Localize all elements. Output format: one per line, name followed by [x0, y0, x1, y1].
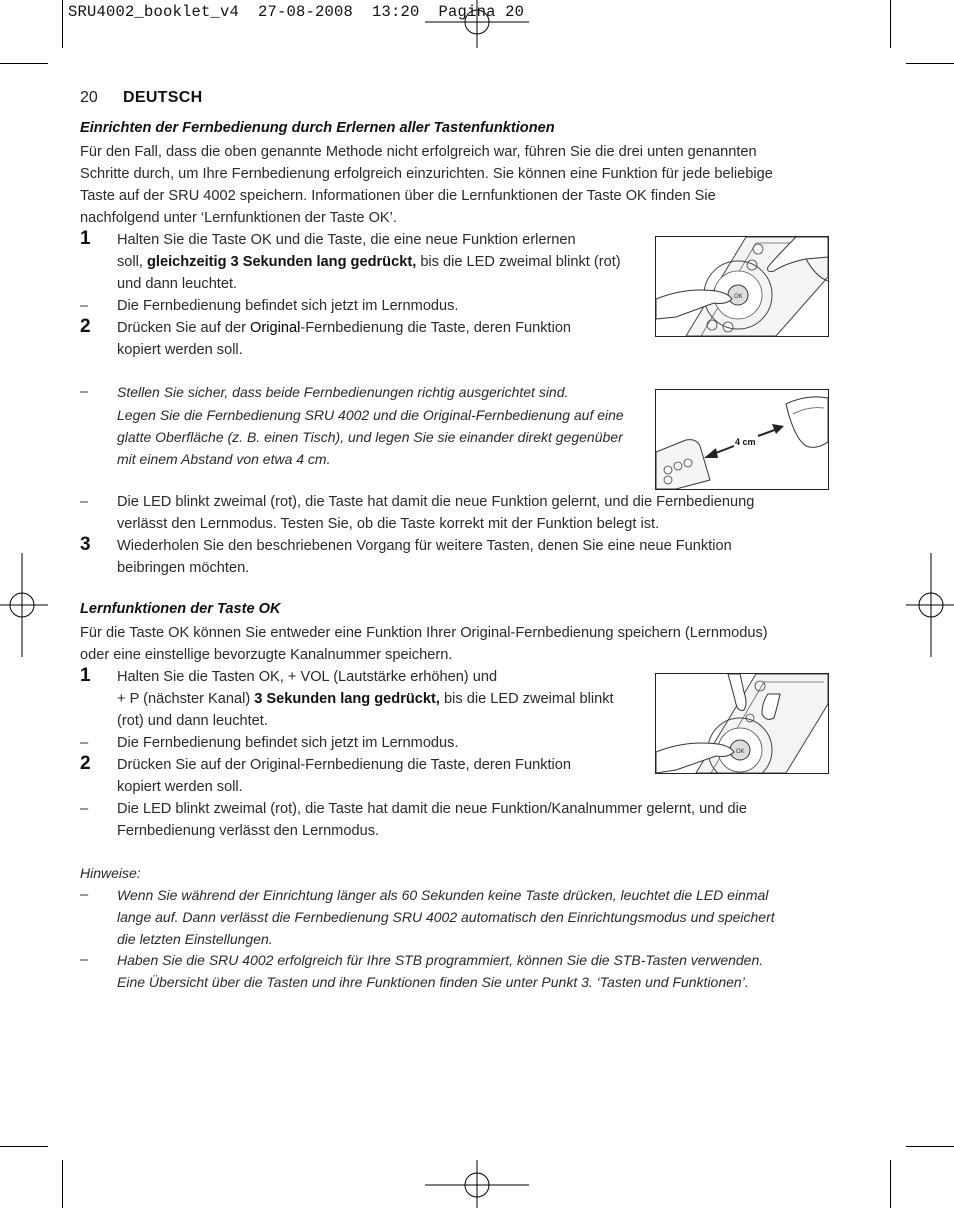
section-intro-line: Für den Fall, dass die oben genannte Methode nicht erfolgreich war, führen Sie die drei unten genannten [80, 144, 757, 160]
dash-bullet: – [80, 384, 89, 400]
remote-multi-key-illustration [656, 674, 828, 773]
crop-mark [0, 63, 48, 64]
step-number: 3 [80, 534, 91, 555]
step-text: Drücken Sie auf der Original-Fernbedienung die Taste, deren Funktion [117, 320, 572, 336]
hint-text: Eine Übersicht über die Tasten und ihre Funktionen finden Sie unter Punkt 3. ‘Tasten und Funktionen’. [117, 974, 749, 990]
note-text: Die LED blinkt zweimal (rot), die Taste hat damit die neue Funktion/Kanalnummer gelernt, und die [117, 801, 748, 817]
section-heading: Lernfunktionen der Taste OK [80, 601, 281, 617]
figure-remote-distance [655, 389, 829, 490]
step-text: kopiert werden soll. [117, 342, 243, 358]
dash-bullet: – [80, 887, 89, 903]
note-text: Die Fernbedienung befindet sich jetzt im Lernmodus. [117, 298, 459, 314]
step-text: + P (nächster Kanal) 3 Sekunden lang gedrückt, bis die LED zweimal blinkt [117, 691, 614, 707]
step-text: Halten Sie die Tasten OK, + VOL (Lautstärke erhöhen) und [117, 669, 498, 685]
step-number: 2 [80, 316, 91, 337]
crop-mark [906, 1146, 954, 1147]
step-text: beibringen möchten. [117, 560, 250, 576]
dash-bullet: – [80, 494, 89, 510]
step-text: und dann leuchtet. [117, 276, 238, 292]
tip-text: glatte Oberfläche (z. B. einen Tisch), und legen Sie sie einander direkt gegenüber [117, 429, 623, 445]
crop-mark [0, 1146, 48, 1147]
crop-mark [62, 0, 63, 48]
step-text: kopiert werden soll. [117, 779, 243, 795]
figure-press-ok [655, 236, 829, 337]
figure-press-ok-vol-p [655, 673, 829, 774]
registration-mark-left [0, 553, 48, 657]
dash-bullet: – [80, 801, 89, 817]
hint-text: die letzten Einstellungen. [117, 931, 273, 947]
step-text: Drücken Sie auf der Original-Fernbedienung die Taste, deren Funktion [117, 757, 572, 773]
language-heading: DEUTSCH [123, 89, 203, 106]
step-number: 1 [80, 228, 91, 249]
remote-distance-illustration [656, 390, 828, 489]
crop-mark [62, 1160, 63, 1208]
step-text: soll, gleichzeitig 3 Sekunden lang gedrückt, bis die LED zweimal blinkt (rot) [117, 254, 621, 270]
section-intro-line: Für die Taste OK können Sie entweder eine Funktion Ihrer Original-Fernbedienung speichern (Lernmodus) [80, 625, 768, 641]
dash-bullet: – [80, 298, 89, 314]
section-intro-line: Schritte durch, um Ihre Fernbedienung erfolgreich einzurichten. Sie können eine Funktion für jede beliebige [80, 166, 773, 182]
tip-text: mit einem Abstand von etwa 4 cm. [117, 451, 331, 467]
tip-text: Stellen Sie sicher, dass beide Fernbedienungen richtig ausgerichtet sind. [117, 384, 569, 400]
registration-mark-bottom [425, 1160, 529, 1208]
crop-mark [890, 1160, 891, 1208]
section-heading: Einrichten der Fernbedienung durch Erlernen aller Tastenfunktionen [80, 120, 555, 136]
hints-title: Hinweise: [80, 865, 141, 881]
hint-text: lange auf. Dann verlässt die Fernbedienung SRU 4002 automatisch den Einrichtungsmodus und speichert [117, 909, 775, 925]
hint-text: Haben Sie die SRU 4002 erfolgreich für Ihre STB programmiert, können Sie die STB-Tasten verwenden. [117, 952, 764, 968]
step-text: Wiederholen Sie den beschriebenen Vorgang für weitere Tasten, denen Sie eine neue Funktion [117, 538, 732, 554]
distance-label: 4 cm [735, 437, 756, 447]
print-slug: SRU4002_booklet_v4 27-08-2008 13:20 Pagina 20 [68, 3, 525, 21]
section-intro-line: oder eine einstellige bevorzugte Kanalnummer speichern. [80, 647, 453, 663]
registration-mark-right [906, 553, 954, 657]
ok-key-label: OK [736, 749, 745, 755]
crop-mark [906, 63, 954, 64]
step-number: 2 [80, 753, 91, 774]
remote-hand-illustration [656, 237, 828, 336]
crop-mark [890, 0, 891, 48]
section-intro-line: nachfolgend unter ‘Lernfunktionen der Taste OK’. [80, 210, 397, 226]
section-intro-line: Taste auf der SRU 4002 speichern. Informationen über die Lernfunktionen der Taste OK finden Sie [80, 188, 716, 204]
hint-text: Wenn Sie während der Einrichtung länger als 60 Sekunden keine Taste drücken, leuchtet die LED einmal [117, 887, 769, 903]
step-text: Halten Sie die Taste OK und die Taste, die eine neue Funktion erlernen [117, 232, 576, 248]
tip-text: Legen Sie die Fernbedienung SRU 4002 und die Original-Fernbedienung auf eine [117, 407, 624, 423]
step-text: (rot) und dann leuchtet. [117, 713, 268, 729]
dash-bullet: – [80, 952, 89, 968]
note-text: Die LED blinkt zweimal (rot), die Taste hat damit die neue Funktion gelernt, und die Fernbedienung [117, 494, 755, 510]
ok-key-label: OK [734, 294, 743, 300]
page-number: 20 [80, 89, 98, 106]
note-text: Die Fernbedienung befindet sich jetzt im Lernmodus. [117, 735, 459, 751]
note-text: verlässt den Lernmodus. Testen Sie, ob die Taste korrekt mit der Funktion belegt ist. [117, 516, 660, 532]
note-text: Fernbedienung verlässt den Lernmodus. [117, 823, 380, 839]
step-number: 1 [80, 665, 91, 686]
dash-bullet: – [80, 735, 89, 751]
